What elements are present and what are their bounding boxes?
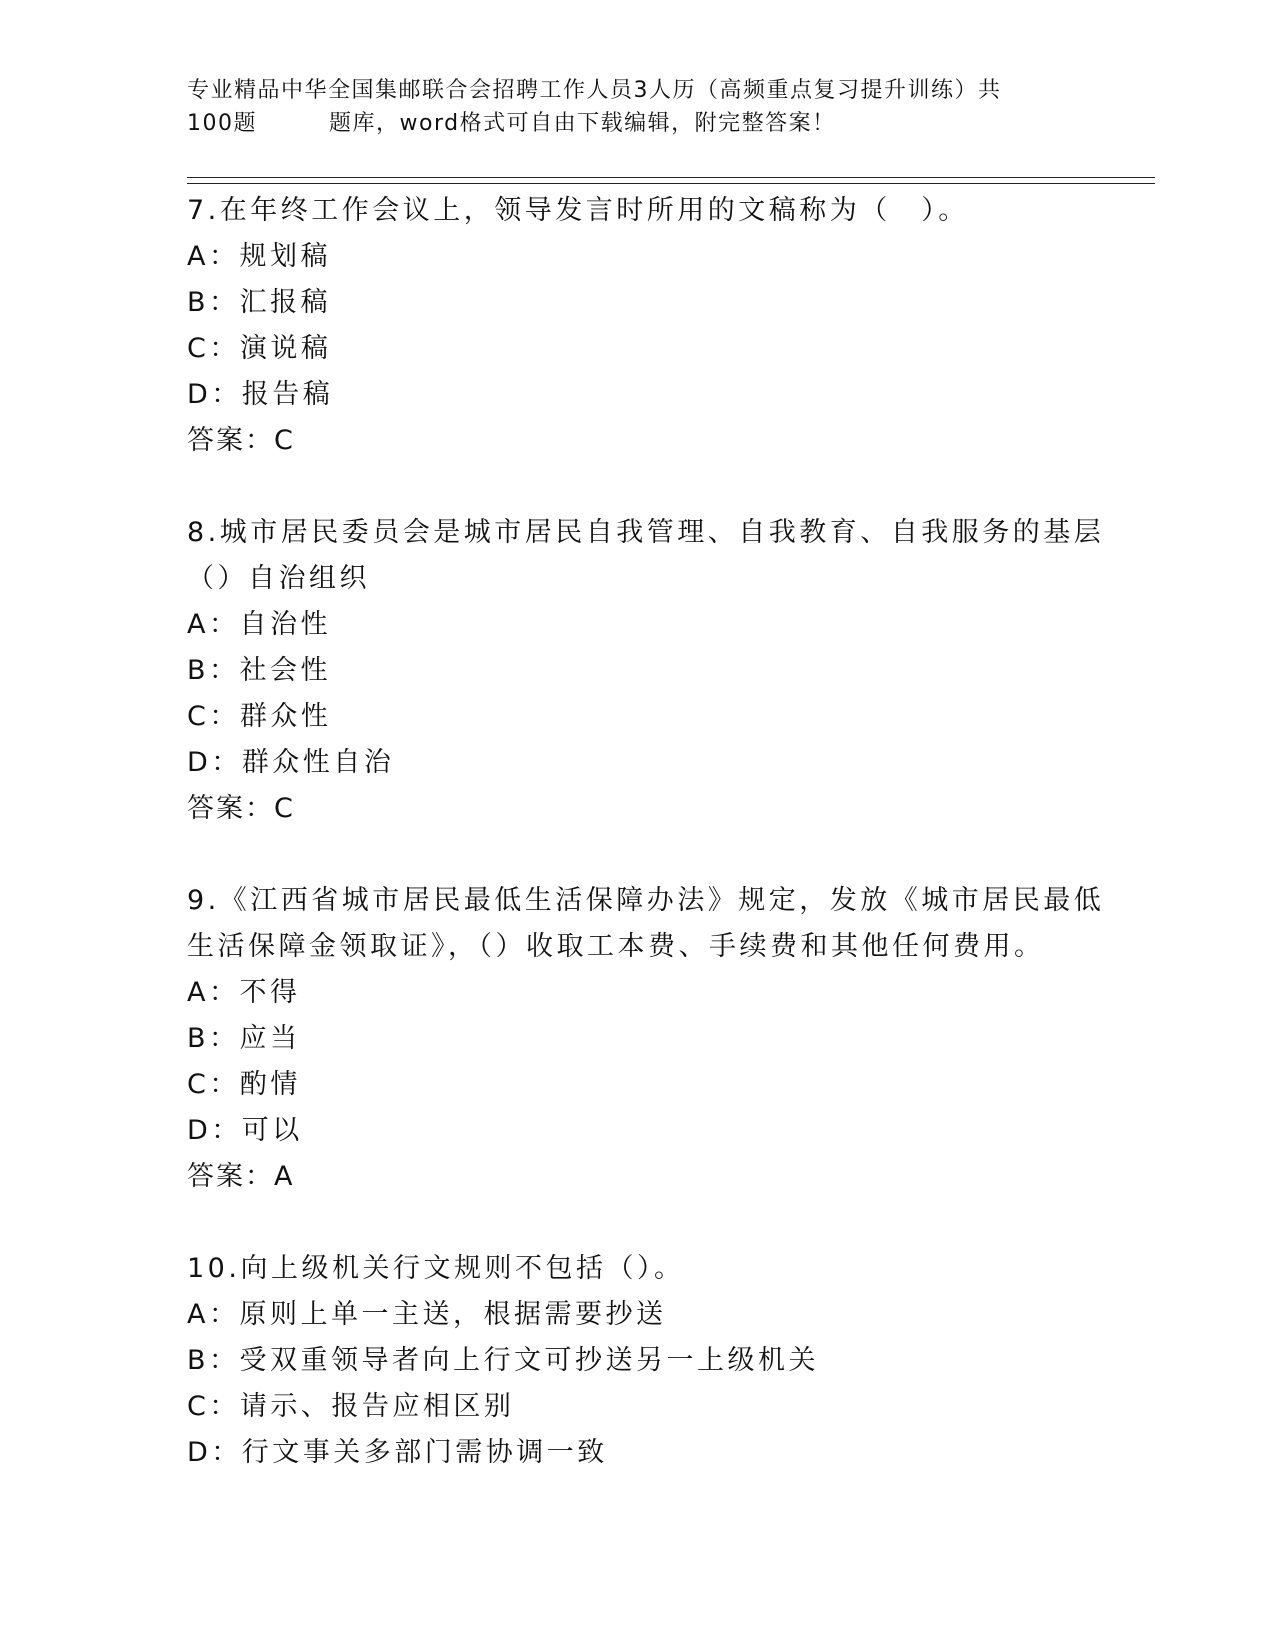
option-c: C：群众性 (187, 701, 332, 732)
option-d: D：行文事关多部门需协调一致 (187, 1437, 608, 1468)
option-b: B：应当 (187, 1023, 301, 1054)
answer: 答案：A (187, 1161, 295, 1192)
question-list (187, 188, 1105, 1522)
question-9 (187, 878, 1105, 1200)
header-line-1: 专业精品中华全国集邮联合会招聘工作人员3人历（高频重点复习提升训练）共 (187, 78, 1002, 103)
option-a: A：自治性 (187, 609, 331, 640)
header-divider-top (187, 177, 1155, 178)
option-d: D：可以 (187, 1115, 303, 1146)
header-divider-bottom (187, 183, 1155, 184)
option-c: C：酌情 (187, 1069, 301, 1100)
option-a: A：不得 (187, 977, 301, 1008)
option-a: A：规划稿 (187, 241, 331, 272)
option-b: B：社会性 (187, 655, 332, 686)
answer: 答案：C (187, 425, 295, 456)
question-stem: 7.在年终工作会议上，领导发言时所用的文稿称为（ ）。 (187, 195, 969, 226)
question-7 (187, 188, 1087, 464)
header-question-count: 100题 (187, 111, 257, 136)
question-stem-line-2: （）自治组织 (187, 563, 370, 594)
question-8 (187, 510, 1105, 832)
document-header (187, 74, 1067, 140)
option-c: C：演说稿 (187, 333, 332, 364)
option-d: D：群众性自治 (187, 747, 395, 778)
question-stem: 10.向上级机关行文规则不包括（）。 (187, 1253, 685, 1284)
option-d: D：报告稿 (187, 379, 334, 410)
question-stem-line-2: 生活保障金领取证》，（）收取工本费、手续费和其他任何费用。 (187, 931, 1045, 962)
option-b: B：受双重领导者向上行文可抄送另一上级机关 (187, 1345, 820, 1376)
option-a: A：原则上单一主送，根据需要抄送 (187, 1299, 667, 1330)
question-10 (187, 1246, 1087, 1476)
question-stem-line-1: 8.城市居民委员会是城市居民自我管理、自我教育、自我服务的基层 (187, 517, 1105, 548)
option-b: B：汇报稿 (187, 287, 332, 318)
header-description: 题库，word格式可自由下载编辑，附完整答案！ (329, 111, 836, 136)
answer: 答案：C (187, 793, 295, 824)
header-line-2 (187, 107, 1067, 140)
option-c: C：请示、报告应相区别 (187, 1391, 515, 1422)
question-stem-line-1: 9.《江西省城市居民最低生活保障办法》规定，发放《城市居民最低 (187, 885, 1105, 916)
